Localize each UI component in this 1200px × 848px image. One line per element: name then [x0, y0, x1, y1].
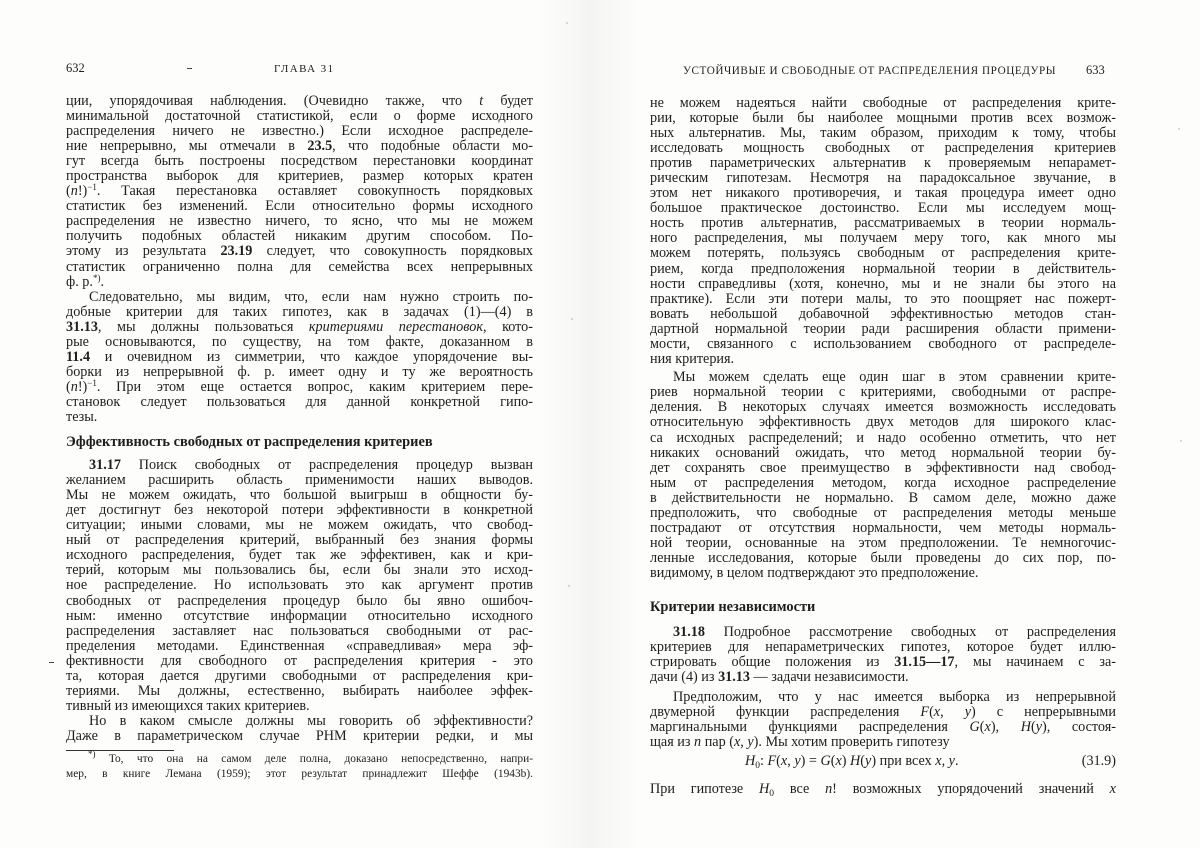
text-run: ). Мы хотим проверить гипотезу [753, 734, 950, 751]
footnote [66, 750, 533, 782]
text-run: этом нет никакого противоречия, и такая процедура имеет одно [650, 185, 1116, 202]
text-run: стрировать общие положения из [650, 653, 895, 670]
text-line [66, 578, 533, 593]
text-run: !) [77, 183, 88, 200]
text-line [66, 729, 533, 744]
text-run: получить подобных областей никаким другим способом. По- [66, 228, 533, 245]
text-line [650, 111, 1116, 126]
equation-number: (31.9) [1081, 753, 1116, 770]
text-run: борки из непрерывной ф. р. имеет одну и ту же вероятность [66, 364, 533, 381]
text-line [650, 655, 1116, 670]
text-run: маргинальными функциями распределения [650, 719, 970, 736]
text-line [650, 201, 1116, 216]
text-run: рическим гипотезам. Несмотря на парадоксальное звучание, в [650, 169, 1116, 186]
text-line [650, 352, 1116, 367]
text-line [650, 337, 1116, 352]
italic-term: y [747, 734, 754, 751]
italic-term: n [825, 781, 833, 798]
paragraph [650, 781, 1116, 800]
text-line [650, 277, 1116, 292]
text-run: пострадают от отсутствия нормальности, чем методы нормаль- [650, 520, 1116, 537]
italic-term: n [70, 379, 78, 396]
text-line [66, 260, 533, 275]
text-line [650, 246, 1116, 261]
text-line [650, 415, 1116, 430]
text-run: ции, упорядочивая наблюдения. (Очевидно также, что [66, 92, 480, 109]
section-heading: Критерии независимости [650, 598, 816, 615]
bold-reference: 31.13 [66, 318, 98, 335]
italic-term: H [1020, 719, 1031, 736]
text-run: ситуации; иными словами, мы не можем ожидать, что свобод- [66, 517, 533, 534]
text-line [66, 639, 533, 654]
text-run: Даже в параметрическом случае РНМ критерии редки, и мы [66, 728, 533, 745]
text-run: ! возможных упорядочений значений [832, 781, 1110, 798]
bold-reference: 31.18 [673, 623, 705, 640]
italic-term: критериями перестановок [308, 318, 483, 335]
italic-term: y [964, 704, 972, 721]
text-run: , мы начинаем с за- [954, 653, 1116, 670]
text-line [650, 625, 1116, 640]
text-run: ным от распределения методом, когда исходное распределение [650, 474, 1116, 491]
text-run: Но в каком смысле должны мы говорить об эффективности? [89, 713, 533, 730]
text-line [66, 184, 533, 199]
stray-mark [49, 662, 54, 663]
text-line [66, 624, 533, 639]
text-run: ленные исследования, которые были проведены до сих пор, по- [650, 550, 1116, 567]
text-line [650, 307, 1116, 322]
text-line [66, 229, 533, 244]
text-run: распределения ничего не известно.) Если исходное распределе- [66, 122, 533, 139]
text-line [650, 506, 1116, 521]
text-line [66, 290, 533, 305]
italic-term: H [745, 753, 756, 770]
text-run: рии, которые были бы наиболее мощными против всех возмож- [650, 109, 1116, 126]
text-line [650, 720, 1116, 735]
paragraph [66, 94, 533, 290]
text-run: ( [860, 753, 866, 770]
text-run: ( [776, 753, 781, 770]
text-run: рием, когда предположения нормальной теории в действитель- [650, 260, 1116, 277]
text-run: , [941, 753, 949, 770]
text-line [650, 781, 1116, 800]
text-line [66, 669, 533, 684]
text-run: ( [979, 719, 985, 736]
text-run: статистик без изменений. Если относительно формы исходного [66, 198, 533, 215]
text-line [66, 410, 533, 425]
subscript: 0 [755, 761, 760, 772]
text-run: , [740, 734, 748, 751]
italic-term: x [933, 704, 941, 721]
text-run: Мы не можем ожидать, что большой выигрыш в общности бу- [66, 486, 533, 503]
text-run: добные критерии для таких гипотез, как в задачах (1)—(4) в [66, 303, 533, 320]
page-fold-shadow [540, 0, 640, 848]
text-run: можем потерять, пользуясь свободным от распределения крите- [650, 245, 1116, 262]
text-run: ным: именно отсутствие информации относительно исходного [66, 607, 533, 624]
text-line [66, 154, 533, 169]
scan-speck [1180, 440, 1182, 442]
text-line [650, 186, 1116, 201]
text-line [650, 262, 1116, 277]
text-run: пар ( [701, 734, 734, 751]
text-run: свободных от распределения процедур было бы явно ошибоч- [66, 592, 533, 609]
text-run: Предположим, что у нас имеется выборка из непрерывной [673, 688, 1116, 705]
text-run: против параметрических альтернатив к проверяемым непарамет- [650, 154, 1116, 171]
text-line [66, 714, 533, 729]
text-run: ния критерия. [650, 351, 735, 368]
text-run: гут всегда быть построены посредством перестановки координат [66, 152, 533, 169]
text-line [66, 473, 533, 488]
text-line [66, 139, 533, 154]
text-line [650, 491, 1116, 506]
text-line [650, 322, 1116, 337]
italic-term: x [935, 753, 942, 770]
text-line [66, 350, 533, 365]
text-run: ( [830, 753, 836, 770]
text-run: исходного распределения, будет так же эффективен, как и кри- [66, 547, 533, 564]
text-run: ное распределение. Но использовать это как аргумент против [66, 577, 533, 594]
text-line [66, 533, 533, 548]
text-run: дартной нормальной теории ради расширения области примени- [650, 320, 1116, 337]
text-run: ( [66, 183, 71, 200]
text-line [650, 566, 1116, 581]
text-run: большое практическое достоинство. Если мы исследуем мощ- [650, 200, 1116, 217]
text-line [66, 503, 533, 518]
section-heading: Эффективность свободных от распределения критериев [66, 433, 433, 450]
text-run: не можем надеяться найти свободные от распределения крите- [650, 94, 1116, 111]
text-line [650, 126, 1116, 141]
text-line [66, 244, 533, 259]
text-run: ной теории, основанные на этом предположении. Те немногочис- [650, 535, 1116, 552]
text-run: критериев для непараметрических гипотез, которое будет иллю- [650, 638, 1116, 655]
text-run: ных альтернатив. Мы, таким образом, приходим к тому, чтобы [650, 124, 1116, 141]
text-line [650, 551, 1116, 566]
superscript: *) [88, 749, 96, 759]
text-line [66, 594, 533, 609]
text-line [650, 735, 1116, 750]
text-line [66, 458, 533, 473]
text-run: — задачи независимости. [749, 668, 909, 685]
scan-speck [571, 318, 573, 320]
display-equation [650, 753, 1116, 772]
text-run: двумерной функции распределения [650, 704, 921, 721]
text-line [650, 705, 1116, 720]
text-run: тезы. [66, 409, 98, 426]
text-line [66, 169, 533, 184]
text-line [66, 320, 533, 335]
bold-reference: 31.15—17 [894, 653, 955, 670]
text-run: ние непрерывно, мы отмечали в [66, 137, 308, 154]
text-run: желанием расширить область применимости наших выводов. [66, 471, 533, 488]
text-line [66, 395, 533, 410]
left-page-number: 632 [66, 61, 85, 75]
text-run: ( [66, 379, 71, 396]
text-run: ) = [800, 753, 821, 770]
text-run: При гипотезе [650, 781, 760, 798]
text-line [66, 272, 533, 290]
text-run: ф. р. [66, 273, 93, 290]
text-line [650, 400, 1116, 415]
text-line [66, 654, 533, 669]
text-run: териями. Мы должны, естественно, выбирать наиболее эффек- [66, 683, 533, 700]
text-line [66, 124, 533, 139]
paragraph [650, 370, 1116, 581]
italic-term: x [1109, 781, 1116, 798]
text-run: практике). Если эти потери малы, то это поощряет нас пожерт- [650, 290, 1116, 307]
text-line [650, 171, 1116, 186]
text-line [650, 446, 1116, 461]
text-run: . Такая перестановка оставляет совокупность порядковых [96, 183, 533, 200]
text-run: риев нормальной теории с критериями, свободными от распре- [650, 384, 1116, 401]
text-line [650, 292, 1116, 307]
superscript: −1 [87, 182, 97, 193]
text-run: Следовательно, мы видим, что, если нам нужно строить по- [89, 288, 533, 305]
bold-reference: 31.13 [718, 668, 750, 685]
text-run: будет [483, 92, 533, 109]
right-running-head: УСТОЙЧИВЫЕ И СВОБОДНЫЕ ОТ РАСПРЕДЕЛЕНИЯ ПРОЦЕДУРЫ [683, 65, 1057, 77]
text-run: предположить, что свободные от распределения методы меньше [650, 505, 1116, 522]
subscript: 0 [769, 789, 775, 800]
text-line [66, 563, 533, 578]
text-run: статистик ограниченно полна для семейства всех непрерывных [66, 258, 533, 275]
paragraph [66, 290, 533, 426]
text-run: распределения заставляет нас пользоваться свободными от рас- [66, 622, 533, 639]
text-run: дет сохранять свое преимущество в эффективности над свобод- [650, 459, 1116, 476]
text-run: : [760, 753, 768, 770]
text-run: вовать небольшой добавочной эффективностью методов стан- [650, 305, 1116, 322]
text-line [66, 214, 533, 229]
text-line [650, 141, 1116, 156]
text-line [66, 518, 533, 533]
paragraph [66, 458, 533, 715]
text-line [650, 156, 1116, 171]
text-run: следует, что совокупность порядковых [252, 243, 533, 260]
text-run: ность против альтернатив, рассматриваемых в теории нормаль- [650, 215, 1116, 232]
text-run: никаких оснований ожидать, что метод нормальной теории бу- [650, 444, 1116, 461]
text-run: дачи (4) из [650, 668, 719, 685]
text-line [66, 380, 533, 395]
italic-term: n [694, 734, 702, 751]
paragraph [650, 625, 1116, 685]
text-run: . [954, 753, 959, 770]
scan-speck [568, 585, 570, 587]
text-run: и очевидном из симметрии, что каждое упорядочение вы- [90, 349, 533, 366]
text-run: мости, связанного с использованием свободного от распределе- [650, 336, 1116, 352]
text-line [66, 335, 533, 350]
text-run: рые основываются, по существу, на том факте, доказанном в [66, 334, 533, 350]
text-run: этому из результата [66, 243, 221, 260]
text-run: ), состоя- [1042, 719, 1116, 736]
paragraph [650, 690, 1116, 750]
text-run: исследовать мощность свободных от распределения критериев [650, 139, 1116, 156]
italic-term: y [1035, 719, 1042, 736]
text-run: ), [990, 719, 1021, 736]
text-run: , [787, 753, 795, 770]
text-run: фективности для свободного от распределения критерия - это [66, 652, 533, 669]
text-run: Поиск свободных от распределения процедур вызван [120, 456, 533, 473]
text-run: относительную эффективность двух методов для широкого клас- [650, 414, 1116, 431]
italic-term: G [820, 753, 831, 770]
text-run: !) [77, 379, 88, 396]
text-line [650, 461, 1116, 476]
text-line [650, 216, 1116, 231]
text-run: , что подобные области мо- [332, 137, 533, 154]
stray-mark [187, 68, 192, 69]
text-run: та, которая дается другими свободными от распределения кри- [66, 667, 533, 684]
text-line [66, 109, 533, 124]
text-run: , мы должны пользоваться [97, 318, 309, 335]
text-run: ( [1030, 719, 1036, 736]
italic-term: y [948, 753, 955, 770]
text-run: ) [841, 753, 851, 770]
text-line [650, 690, 1116, 705]
text-run: ) при всех [871, 753, 936, 770]
text-run: пределения методами. Единственная «справедливая» мера эф- [66, 637, 533, 654]
italic-term: F [767, 753, 777, 770]
text-run: все [774, 781, 826, 798]
text-line [66, 609, 533, 624]
scan-speck [1178, 128, 1180, 130]
bold-reference: 23.19 [220, 243, 253, 260]
text-line [66, 305, 533, 320]
bold-reference: 23.5 [307, 137, 333, 154]
text-run: становок следует пользоваться для данной конкретной гипо- [66, 394, 533, 411]
italic-term: H [850, 753, 861, 770]
text-line [650, 431, 1116, 446]
text-line [650, 385, 1116, 400]
text-run: ности справедливы (хотя, конечно, мы и не знали бы этого на [650, 275, 1116, 292]
footnote-text [66, 749, 533, 782]
italic-term: x [984, 719, 991, 736]
text-run: деления. В некоторых случаях имеется возможность исследовать [650, 399, 1116, 416]
text-run: . При этом еще остается вопрос, каким критерием пере- [96, 379, 533, 396]
text-run: ного распределения, мы получаем меру того, как много мы [650, 230, 1116, 247]
text-line [650, 476, 1116, 491]
bold-reference: 31.17 [89, 456, 121, 473]
scan-speck [566, 22, 568, 24]
text-line [650, 640, 1116, 655]
text-run: тивный из имеющихся таких критериев. [66, 698, 310, 715]
paragraph [66, 714, 533, 744]
text-line [650, 670, 1116, 685]
footnote-rule [66, 750, 174, 751]
italic-term: n [70, 183, 78, 200]
text-run: Мы можем сделать еще один шаг в этом сравнении крите- [673, 369, 1116, 386]
bold-reference: 11.4 [66, 349, 91, 366]
right-page-number: 633 [1086, 63, 1105, 77]
text-run: минимальной достаточной статистикой, если о форме исходного [66, 107, 533, 124]
italic-term: x [835, 753, 842, 770]
text-run: ный от распределения критерий, выбранный без знания формы [66, 532, 533, 549]
text-run: Подробное рассмотрение свободных от распределения [704, 623, 1116, 640]
italic-term: x [733, 734, 741, 751]
text-run: , кото- [482, 318, 533, 335]
italic-term: t [479, 92, 484, 109]
text-run: дет достигнут без некоторой потери эффективности в конкретной [66, 501, 533, 518]
text-line [650, 96, 1116, 111]
text-run: видимому, в целом подтверждают это предположение. [650, 565, 979, 582]
text-run: . [100, 273, 104, 290]
left-page-text-column [66, 94, 533, 745]
text-run: ( [929, 704, 934, 721]
italic-term: F [920, 704, 930, 721]
italic-term: y [865, 753, 872, 770]
text-run: терий, которым мы пользовались бы, если бы знали это исход- [66, 562, 533, 579]
text-run: са исходных распределений; и надо особенно отметить, что нет [650, 429, 1116, 446]
text-line [66, 488, 533, 503]
superscript: −1 [87, 378, 97, 389]
text-run: ) с непрерывными [971, 704, 1117, 721]
text-line [66, 699, 533, 714]
text-run: в действительности не нормально. В самом деле, можно даже [650, 489, 1116, 506]
text-run: мер, в книге Лемана (1959); этот результат принадлежит Шеффе (1943b). [66, 768, 533, 780]
text-run: То, что она на самом деле полна, доказано непосредственно, напри- [95, 753, 533, 765]
italic-term: G [969, 719, 980, 736]
right-page-text-column [650, 96, 1116, 798]
text-line [66, 767, 533, 782]
equation-formula [745, 753, 1082, 772]
text-line [66, 199, 533, 214]
text-run: распределения не известно ничего, то ясно, что мы не можем [66, 213, 533, 230]
italic-term: x [780, 753, 788, 770]
text-run: пространства выборок для критериев, размер которых кратен [66, 167, 533, 184]
text-line [650, 370, 1116, 385]
paragraph [650, 96, 1116, 368]
text-line [66, 684, 533, 699]
text-line [66, 749, 533, 767]
text-line [650, 231, 1116, 246]
text-line [66, 94, 533, 109]
text-line [66, 548, 533, 563]
italic-term: H [759, 781, 770, 798]
superscript: *) [92, 272, 101, 283]
text-run: щая из [650, 734, 695, 751]
text-run: , [940, 704, 965, 721]
text-line [650, 536, 1116, 551]
left-running-head: ГЛАВА 31 [274, 63, 335, 75]
italic-term: y [794, 753, 801, 770]
text-line [650, 521, 1116, 536]
